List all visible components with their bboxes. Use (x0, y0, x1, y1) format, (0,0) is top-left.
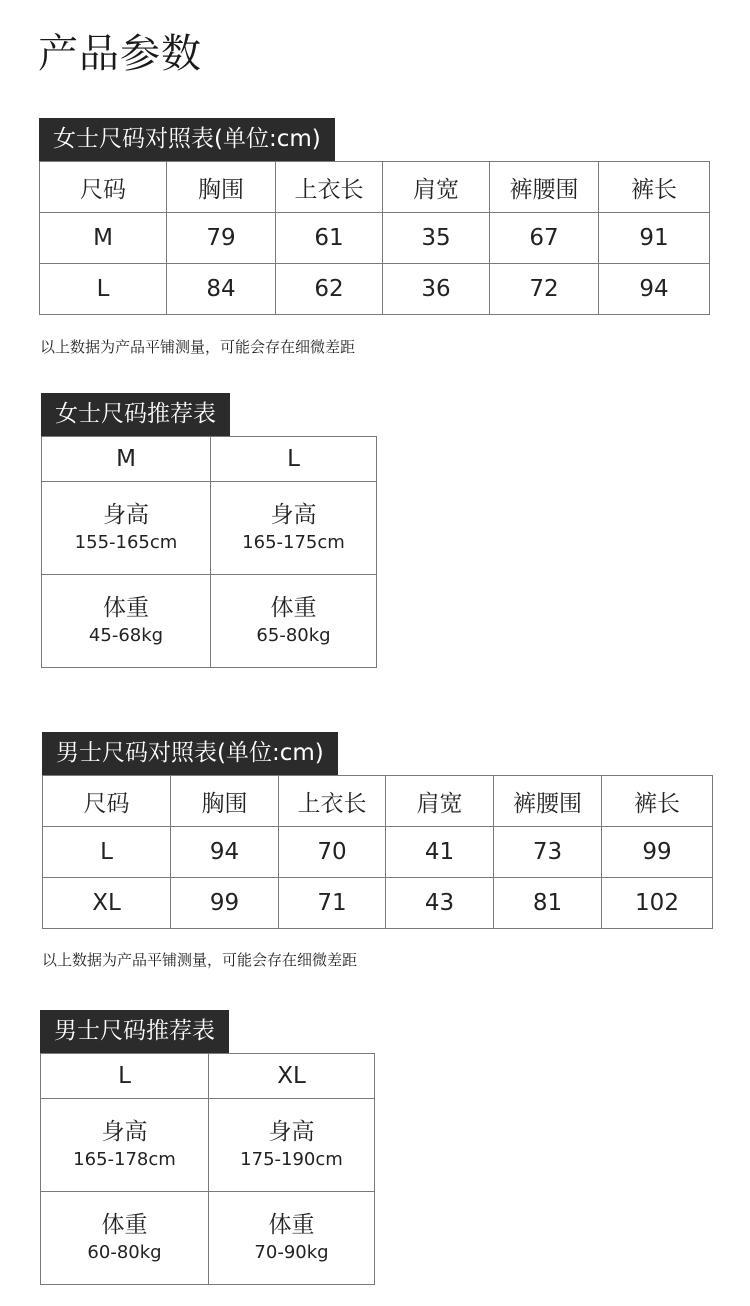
table-cell: 99 (171, 878, 279, 929)
size-header-cell: XL (209, 1054, 375, 1099)
header-cell: 肩宽 (386, 776, 494, 827)
height-cell (209, 1099, 375, 1192)
weight-value: 70-90kg (254, 1242, 329, 1263)
table-cell: 99 (602, 827, 713, 878)
women-size-section (39, 118, 710, 315)
men-size-table (42, 775, 713, 929)
weight-cell (42, 575, 211, 668)
table-cell: 43 (386, 878, 494, 929)
size-header-cell: M (42, 437, 211, 482)
header-cell: 上衣长 (276, 162, 383, 213)
height-value: 155-165cm (74, 532, 178, 553)
table-cell: 73 (494, 827, 602, 878)
table-cell: 91 (599, 213, 710, 264)
table-cell: 94 (599, 264, 710, 315)
table-row (40, 264, 710, 315)
weight-value: 65-80kg (256, 625, 331, 646)
weight-cell (41, 1192, 209, 1285)
height-label: 身高 (270, 502, 317, 528)
table-row (41, 1192, 375, 1285)
table-cell: L (40, 264, 167, 315)
weight-value: 45-68kg (88, 625, 164, 646)
men-rec-table (40, 1053, 375, 1285)
header-cell: 上衣长 (279, 776, 386, 827)
height-cell (42, 482, 211, 575)
height-value: 165-178cm (73, 1149, 176, 1170)
table-cell: L (43, 827, 171, 878)
header-cell: 裤长 (602, 776, 713, 827)
table-cell: 79 (167, 213, 276, 264)
size-header-cell: L (41, 1054, 209, 1099)
header-cell: 尺码 (40, 162, 167, 213)
table-row (42, 482, 377, 575)
table-cell: 36 (383, 264, 490, 315)
table-cell: 84 (167, 264, 276, 315)
table-cell: 81 (494, 878, 602, 929)
table-header-row (40, 162, 710, 213)
table-header-row (41, 1054, 375, 1099)
table-header-row (42, 437, 377, 482)
header-cell: 尺码 (43, 776, 171, 827)
table-cell: M (40, 213, 167, 264)
table-cell: XL (43, 878, 171, 929)
height-cell (211, 482, 377, 575)
height-value: 175-190cm (240, 1149, 343, 1170)
women-rec-section (41, 393, 377, 668)
table-cell: 70 (279, 827, 386, 878)
weight-value: 60-80kg (87, 1242, 162, 1263)
weight-cell (209, 1192, 375, 1285)
men-size-section (42, 732, 713, 929)
header-cell: 胸围 (167, 162, 276, 213)
table-cell: 61 (276, 213, 383, 264)
header-cell: 胸围 (171, 776, 279, 827)
height-cell (41, 1099, 209, 1192)
table-cell: 102 (602, 878, 713, 929)
table-header-row (43, 776, 713, 827)
men-rec-table-title: 男士尺码推荐表 (40, 1010, 229, 1053)
men-size-table-title: 男士尺码对照表(单位:cm) (42, 732, 338, 775)
men-size-note: 以上数据为产品平铺测量，可能会存在细微差距 (42, 951, 358, 969)
men-rec-section (40, 1010, 375, 1285)
table-row (42, 575, 377, 668)
header-cell: 裤腰围 (490, 162, 599, 213)
women-size-table (39, 161, 710, 315)
table-cell: 41 (386, 827, 494, 878)
table-cell: 35 (383, 213, 490, 264)
women-size-table-title: 女士尺码对照表(单位:cm) (39, 118, 335, 161)
women-rec-table-title: 女士尺码推荐表 (41, 393, 230, 436)
women-size-note: 以上数据为产品平铺测量，可能会存在细微差距 (40, 338, 356, 356)
weight-label: 体重 (103, 595, 149, 621)
height-label: 身高 (103, 502, 149, 528)
page-title: 产品参数 (38, 31, 202, 77)
header-cell: 肩宽 (383, 162, 490, 213)
header-cell: 裤腰围 (494, 776, 602, 827)
weight-label: 体重 (270, 595, 317, 621)
table-cell: 72 (490, 264, 599, 315)
weight-cell (211, 575, 377, 668)
table-row (43, 878, 713, 929)
weight-label: 体重 (268, 1212, 315, 1238)
table-cell: 71 (279, 878, 386, 929)
size-header-cell: L (211, 437, 377, 482)
table-cell: 62 (276, 264, 383, 315)
table-row (43, 827, 713, 878)
height-label: 身高 (101, 1119, 148, 1145)
table-row (41, 1099, 375, 1192)
table-cell: 67 (490, 213, 599, 264)
women-rec-table (41, 436, 377, 668)
weight-label: 体重 (101, 1212, 148, 1238)
table-cell: 94 (171, 827, 279, 878)
height-value: 165-175cm (242, 532, 345, 553)
height-label: 身高 (268, 1119, 315, 1145)
table-row (40, 213, 710, 264)
header-cell: 裤长 (599, 162, 710, 213)
